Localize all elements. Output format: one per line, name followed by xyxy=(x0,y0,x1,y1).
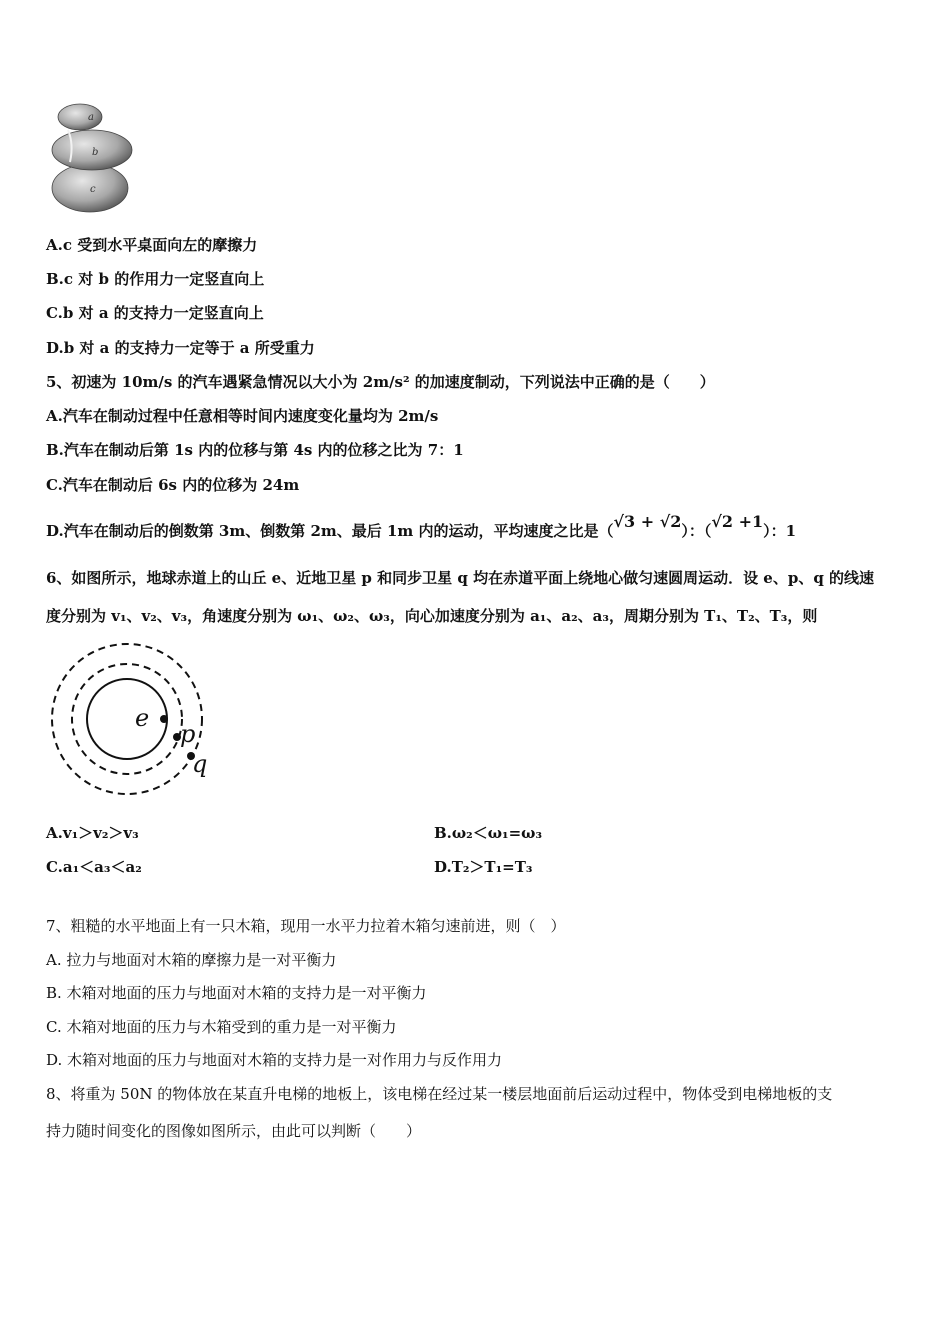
earth-circle xyxy=(87,679,167,759)
q5-option-d xyxy=(46,512,797,541)
q5-stem: 5、初速为 10m/s 的汽车遇紧急情况以大小为 2m/s² 的加速度制动，下列说法中正确的是（ ） xyxy=(46,373,715,391)
q5-option-b: B.汽车在制动后第 1s 内的位移与第 4s 内的位移之比为 7：1 xyxy=(46,441,464,459)
q6-stem-line2: 度分别为 v₁、v₂、v₃，角速度分别为 ω₁、ω₂、ω₃，向心加速度分别为 a₁、a₂、a₃，周期分别为 T₁、T₂、T₃，则 xyxy=(46,607,818,625)
q7-option-a: A. 拉力与地面对木箱的摩擦力是一对平衡力 xyxy=(46,951,337,969)
q5-option-d-end: ）：1 xyxy=(763,522,797,540)
q5-option-c: C.汽车在制动后 6s 内的位移为 24m xyxy=(46,476,300,494)
stone-b-label: b xyxy=(92,147,99,158)
q7-stem: 7、粗糙的水平地面上有一只木箱，现用一水平力拉着木箱匀速前进，则（ ） xyxy=(46,917,566,935)
orbit-diagram xyxy=(48,640,218,800)
q5-option-a: A.汽车在制动过程中任意相等时间内速度变化量均为 2m/s xyxy=(46,407,439,425)
q5-option-d-math-1: √3 + √2 xyxy=(613,512,682,531)
stacked-stones-figure xyxy=(44,100,139,215)
q6-option-a: A.v₁＞v₂＞v₃ xyxy=(46,824,139,842)
q7-option-d: D. 木箱对地面的压力与地面对木箱的支持力是一对作用力与反作用力 xyxy=(46,1051,503,1069)
stone-c-label: c xyxy=(90,184,96,195)
q7-option-c: C. 木箱对地面的压力与木箱受到的重力是一对平衡力 xyxy=(46,1018,397,1036)
q4-option-a: A.c 受到水平桌面向左的摩擦力 xyxy=(46,236,258,254)
synchronous-orbit xyxy=(52,644,202,794)
point-e xyxy=(160,715,168,723)
q8-stem-line1: 8、将重为 50N 的物体放在某直升电梯的地板上，该电梯在经过某一楼层地面前后运动过程中，物体受到电梯地板的支 xyxy=(46,1085,833,1103)
q4-option-c: C.b 对 a 的支持力一定竖直向上 xyxy=(46,304,264,322)
label-e: e xyxy=(135,704,150,732)
q4-option-d: D.b 对 a 的支持力一定等于 a 所受重力 xyxy=(46,339,315,357)
q5-option-d-math-2: √2 +1 xyxy=(711,512,764,531)
q6-option-d: D.T₂＞T₁=T₃ xyxy=(434,858,533,876)
q6-option-b: B.ω₂＜ω₁=ω₃ xyxy=(434,824,543,842)
label-p: p xyxy=(180,720,196,748)
q7-option-b: B. 木箱对地面的压力与地面对木箱的支持力是一对平衡力 xyxy=(46,984,427,1002)
q5-option-d-text: D.汽车在制动后的倒数第 3m、倒数第 2m、最后 1m 内的运动，平均速度之比是（ xyxy=(46,522,614,540)
stone-a-label: a xyxy=(88,112,94,123)
stone-a xyxy=(58,104,102,130)
q8-stem-line2: 持力随时间变化的图像如图所示，由此可以判断（ ） xyxy=(46,1122,422,1140)
label-q: q xyxy=(192,750,208,778)
q6-stem-line1: 6、如图所示，地球赤道上的山丘 e、近地卫星 p 和同步卫星 q 均在赤道平面上绕地心做匀速圆周运动．设 e、p、q 的线速 xyxy=(46,569,875,587)
q5-option-d-sep: ）：（ xyxy=(681,522,712,540)
q4-option-b: B.c 对 b 的作用力一定竖直向上 xyxy=(46,270,265,288)
q6-option-c: C.a₁＜a₃＜a₂ xyxy=(46,858,142,876)
